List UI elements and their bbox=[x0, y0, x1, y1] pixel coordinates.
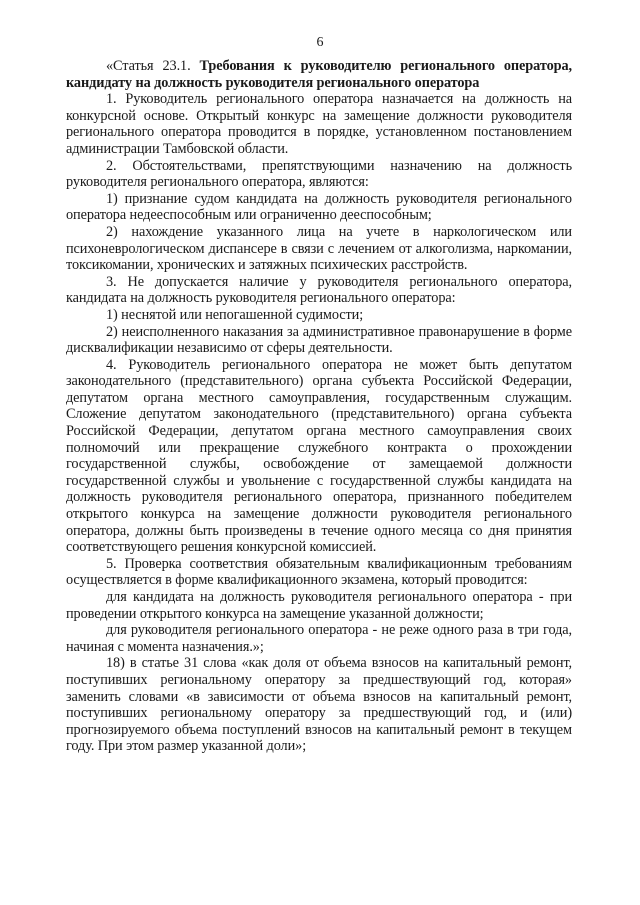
paragraph-2-item-2: 2) нахождение указанного лица на учете в наркологическом или психоневрологическом диспансере в связи с лечением от алкоголизма, наркомании, токсикомании, хронических и затяжных психических расстройств. bbox=[66, 223, 572, 274]
article-title: Требования к руководителю регионального оператора, кандидату на должность руководителя регионального оператора bbox=[66, 58, 572, 91]
page-number: 6 bbox=[316, 35, 324, 50]
paragraph-2-item-1: 1) признание судом кандидата на должность руководителя регионального оператора недееспособным или ограниченно дееспособным; bbox=[66, 190, 572, 224]
paragraph-18: 18) в статье 31 слова «как доля от объема взносов на капитальный ремонт, поступивших региональному оператору за предшествующий год, которая» заменить словами «в зависимости от объема взносов на капитальный ремонт, поступивших региональному оператору за предшествующий год, и (или) прогнозируемого объема поступлений взносов на капитальный ремонт в текущем году. При этом размер указанной доли»; bbox=[66, 655, 572, 755]
paragraph-3-item-1: 1) неснятой или непогашенной судимости; bbox=[106, 306, 364, 323]
paragraph-1: 1. Руководитель регионального оператора назначается на должность на конкурсной основе. Открытый конкурс на замещение должности руководителя регионального оператора проводится в порядке, установленном постановлением администрации Тамбовской области. bbox=[66, 91, 572, 157]
paragraph-5-item-1: для кандидата на должность руководителя регионального оператора - при проведении открытого конкурса на замещение указанной должности; bbox=[66, 589, 572, 622]
document-body bbox=[66, 58, 572, 755]
paragraph-4: 4. Руководитель регионального оператора не может быть депутатом законодательного (представительного) органа субъекта Российской Федерации, депутатом органа местного самоуправления, государственным служащим. Сложение депутатом законодательного (представительного) органа субъекта Российской Федерации, депутатом органа местного самоуправления своих полномочий или прекращение служебного контракта о прохождении государственной службы, освобождение от замещаемой должности государственной службы и увольнение с государственной службы кандидата на должность руководителя регионального оператора, признанного победителем открытого конкурса на замещение должности руководителя регионального оператора, должны быть произведены в течение одного месяца со дня принятия соответствующего решения конкурсной комиссией. bbox=[66, 356, 572, 556]
paragraph-5: 5. Проверка соответствия обязательным квалификационным требованиям осуществляется в форме квалификационного экзамена, который проводится: bbox=[66, 555, 572, 589]
paragraph-3-item-2: 2) неисполненного наказания за административное правонарушение в форме дисквалификации независимо от сферы деятельности. bbox=[66, 323, 572, 357]
paragraph-3: 3. Не допускается наличие у руководителя регионального оператора, кандидата на должность руководителя регионального оператора: bbox=[66, 273, 572, 307]
paragraph-2: 2. Обстоятельствами, препятствующими назначению на должность руководителя регионального оператора, являются: bbox=[66, 157, 572, 191]
article-heading bbox=[66, 58, 572, 91]
article-prefix: «Статья 23.1. bbox=[106, 58, 200, 74]
paragraph-5-item-2: для руководителя регионального оператора - не реже одного раза в три года, начиная с момента назначения.»; bbox=[66, 622, 572, 655]
